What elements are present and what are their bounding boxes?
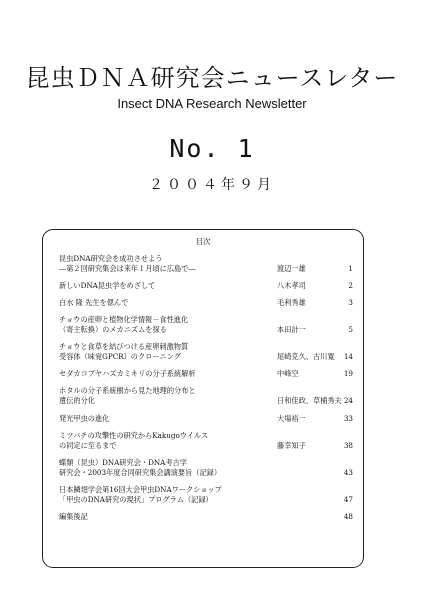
toc-entry[interactable] xyxy=(59,458,353,478)
issue-number: No. 1 xyxy=(169,134,255,163)
toc-entry[interactable] xyxy=(59,414,353,424)
toc-entry[interactable] xyxy=(59,254,353,274)
toc-entry-author: 大場裕一 xyxy=(277,414,306,423)
toc-entry-page: 14 xyxy=(343,352,353,361)
toc-entry-title-line: 編集後記 xyxy=(59,512,88,521)
toc-entry-page: 43 xyxy=(343,468,353,477)
toc-entry-title-line: 白水 隆 先生を偲んで xyxy=(59,298,129,307)
toc-entry-title-line: の同定に至るまで xyxy=(59,440,117,450)
toc-entry-page: 38 xyxy=(343,441,353,450)
toc-entry-page: 24 xyxy=(343,396,353,405)
toc-entry-title-line: 蝶類（昆虫）DNA研究会・DNA考古学 xyxy=(59,458,187,467)
toc-entry-title-line: 遺伝的分化 xyxy=(59,395,95,405)
toc-entry-page: 2 xyxy=(348,281,353,290)
toc-entry-title xyxy=(59,458,289,477)
toc-entry-page: 5 xyxy=(348,325,353,334)
toc-entry-page: 48 xyxy=(343,512,353,521)
toc-heading: 目次 xyxy=(195,237,211,246)
toc-entry-title-line: 新しいDNA昆虫学をめざして xyxy=(59,281,156,290)
toc-entry-author: 藤幸知子 xyxy=(277,441,306,450)
toc-entry-page: 47 xyxy=(343,495,353,504)
toc-entry-page: 3 xyxy=(348,298,353,307)
toc-entry[interactable] xyxy=(59,281,353,291)
issue-date: ２００４年９月 xyxy=(149,177,275,193)
toc-entry-title xyxy=(59,342,264,361)
toc-entry[interactable] xyxy=(59,342,353,362)
toc-entry-title-line: 「甲虫のDNA研究の現状」プログラム（記録） xyxy=(59,494,213,504)
newsletter-title-ja: 昆虫ＤＮＡ研究会ニュースレター xyxy=(25,64,399,92)
toc-entry-title xyxy=(59,369,264,379)
toc-entry-title xyxy=(59,298,264,308)
toc-entry-title-line: ―第２回研究集会は来年１月頃に広島で― xyxy=(59,263,196,273)
toc-entry-author: 中峰空 xyxy=(277,369,299,378)
toc-entry-title xyxy=(59,485,299,504)
toc-entry-title xyxy=(59,431,264,450)
toc-entry-title-line: 昆虫DNA研究会を成功させよう xyxy=(59,254,163,263)
toc-entry-author: 八木孝司 xyxy=(277,281,306,290)
toc-entry-author: 尾崎克久、古川寛 xyxy=(277,352,335,361)
toc-entry-title xyxy=(59,512,264,522)
newsletter-title-en: Insect DNA Research Newsletter xyxy=(117,96,307,111)
table-of-contents xyxy=(42,229,364,568)
toc-entry[interactable] xyxy=(59,298,353,308)
toc-entry-title-line: チョウの産卵と植物化学情報－食性進化 xyxy=(59,315,189,324)
toc-entry-title xyxy=(59,414,264,424)
toc-entry-title-line: 発光甲虫の進化 xyxy=(59,414,110,423)
toc-entry-title-line: ホタルの分子系統樹から見た地理的分布と xyxy=(59,386,196,395)
toc-entry-title xyxy=(59,281,264,291)
toc-entry-author: 毛利秀雄 xyxy=(277,298,306,307)
toc-entry-page: 19 xyxy=(343,369,353,378)
toc-entry[interactable] xyxy=(59,485,353,505)
toc-entry-author: 本田計一 xyxy=(277,325,306,334)
toc-entry-title xyxy=(59,254,264,273)
toc-entry-title-line: チョウと食草を結びつける産卵刺激物質 xyxy=(59,342,189,351)
toc-entry-author: 日和佳政、草桶秀夫 xyxy=(277,396,342,405)
toc-entry-page: 33 xyxy=(343,414,353,423)
toc-entry[interactable] xyxy=(59,315,353,335)
toc-entry-title xyxy=(59,315,264,334)
toc-entry-title-line: ミツバチの攻撃性の研究からKakugoウイルス xyxy=(59,431,209,440)
toc-entry[interactable] xyxy=(59,386,353,406)
toc-entry[interactable] xyxy=(59,369,353,379)
toc-entry-title-line: 受容体（味覚GPCR）のクローニング xyxy=(59,351,181,361)
toc-entry-title-line: 研究会・2003年度合同研究集会講演要旨（記録） xyxy=(59,467,222,477)
toc-entry-title-line: 日本鱗翅学会第16回大会甲虫DNAワークショップ xyxy=(59,485,222,494)
toc-entry-title-line: セダカコブヤハズカミキリの分子系統解析 xyxy=(59,369,196,378)
toc-entry-title-line: （寄主転換）のメカニズムを探る xyxy=(59,324,167,334)
toc-entry-page: 1 xyxy=(348,264,353,273)
toc-entry-title xyxy=(59,386,264,405)
toc-entry-author: 渡辺一雄 xyxy=(277,264,306,273)
toc-entry[interactable] xyxy=(59,512,353,522)
toc-entry[interactable] xyxy=(59,431,353,451)
